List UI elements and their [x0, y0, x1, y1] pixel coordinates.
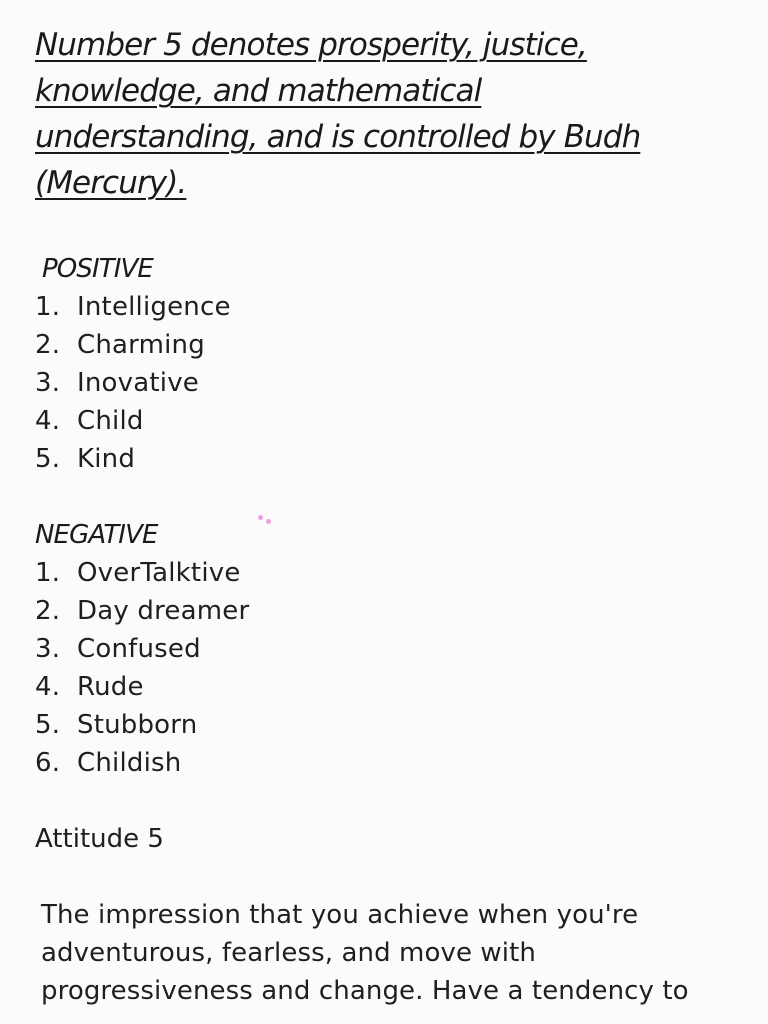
list-text: Childish [77, 748, 182, 778]
negative-label: NEGATIVE [35, 520, 158, 550]
positive-list [35, 288, 735, 478]
list-text: Stubborn [77, 710, 198, 740]
list-item [35, 554, 735, 592]
pink-dot [258, 515, 263, 520]
list-item [35, 364, 735, 402]
heading-line-2: knowledge, and mathematical [35, 73, 482, 109]
list-number: 4. [35, 672, 61, 702]
negative-list [35, 554, 735, 782]
list-item [35, 402, 735, 440]
list-text: Child [77, 406, 144, 436]
list-text: Confused [77, 634, 201, 664]
list-item [35, 440, 735, 478]
paragraph-line-1: The impression that you achieve when you're [41, 900, 639, 930]
list-number: 5. [35, 444, 61, 474]
list-item [35, 288, 735, 326]
list-item [35, 326, 735, 364]
attitude-title: Attitude 5 [35, 824, 164, 854]
list-item [35, 668, 735, 706]
list-item [35, 630, 735, 668]
heading-line-1: Number 5 denotes prosperity, justice, [35, 27, 587, 63]
pink-dot [266, 519, 271, 524]
list-number: 1. [35, 558, 61, 588]
pink-mark [258, 514, 274, 526]
list-number: 2. [35, 330, 61, 360]
list-item [35, 706, 735, 744]
list-number: 6. [35, 748, 61, 778]
list-number: 2. [35, 596, 61, 626]
attitude-paragraph [35, 896, 701, 1010]
list-text: Inovative [77, 368, 199, 398]
list-text: Rude [77, 672, 144, 702]
heading-line-4: (Mercury). [35, 165, 187, 201]
list-text: Kind [77, 444, 136, 474]
list-number: 5. [35, 710, 61, 740]
positive-label: POSITIVE [42, 254, 153, 284]
document-heading [35, 22, 725, 206]
list-text: OverTalktive [77, 558, 241, 588]
list-number: 3. [35, 634, 61, 664]
paragraph-line-2: adventurous, fearless, and move with [41, 938, 536, 968]
list-number: 4. [35, 406, 61, 436]
list-item [35, 744, 735, 782]
list-item [35, 592, 735, 630]
list-number: 3. [35, 368, 61, 398]
list-text: Intelligence [77, 292, 231, 322]
heading-line-3: understanding, and is controlled by Budh [35, 119, 641, 155]
list-text: Day dreamer [77, 596, 250, 626]
document-page [35, 22, 735, 1010]
list-text: Charming [77, 330, 205, 360]
paragraph-line-3: progressiveness and change. Have a tendency to [41, 976, 689, 1006]
list-number: 1. [35, 292, 61, 322]
